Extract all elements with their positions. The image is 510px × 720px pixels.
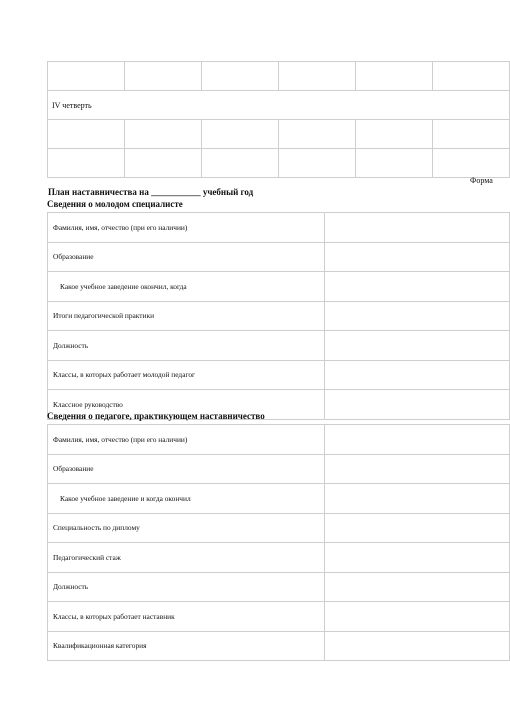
row-label: Классы, в которых работает наставник bbox=[48, 602, 325, 632]
row-label: Квалификационная категория bbox=[48, 631, 325, 661]
table-row bbox=[48, 331, 510, 361]
plan-title: План наставничества на ___________ учебный год bbox=[48, 187, 254, 197]
grid-cell bbox=[202, 120, 279, 149]
table-row bbox=[48, 242, 510, 272]
form-label: Форма bbox=[470, 176, 493, 185]
grid-cell bbox=[279, 120, 356, 149]
value-cell[interactable] bbox=[325, 543, 510, 573]
value-cell[interactable] bbox=[325, 513, 510, 543]
young-specialist-table bbox=[47, 212, 510, 420]
quarter-label: IV четверть bbox=[48, 91, 510, 120]
grid-cell bbox=[125, 149, 202, 178]
row-label: Классы, в которых работает молодой педагог bbox=[48, 360, 325, 390]
value-cell[interactable] bbox=[325, 272, 510, 302]
grid-cell bbox=[48, 62, 125, 91]
young-specialist-title: Сведения о молодом специалисте bbox=[47, 199, 183, 209]
grid-cell bbox=[202, 62, 279, 91]
grid-cell bbox=[279, 149, 356, 178]
row-label: Специальность по диплому bbox=[48, 513, 325, 543]
table-row bbox=[48, 572, 510, 602]
value-cell[interactable] bbox=[325, 631, 510, 661]
grid-cell bbox=[279, 62, 356, 91]
grid-cell bbox=[125, 120, 202, 149]
grid-row bbox=[48, 149, 510, 178]
row-label: Должность bbox=[48, 331, 325, 361]
quarter-grid-table bbox=[47, 61, 510, 178]
row-label: Итоги педагогической практики bbox=[48, 301, 325, 331]
value-cell[interactable] bbox=[325, 360, 510, 390]
value-cell[interactable] bbox=[325, 390, 510, 420]
grid-row-quarter bbox=[48, 91, 510, 120]
grid-row bbox=[48, 120, 510, 149]
grid-cell bbox=[433, 62, 510, 91]
row-label: Образование bbox=[48, 242, 325, 272]
table-row bbox=[48, 301, 510, 331]
grid-cell bbox=[356, 149, 433, 178]
table-row bbox=[48, 425, 510, 455]
row-label: Фамилия, имя, отчество (при его наличии) bbox=[48, 213, 325, 243]
value-cell[interactable] bbox=[325, 301, 510, 331]
table-row bbox=[48, 543, 510, 573]
grid-cell bbox=[48, 120, 125, 149]
table-row bbox=[48, 602, 510, 632]
value-cell[interactable] bbox=[325, 454, 510, 484]
value-cell[interactable] bbox=[325, 572, 510, 602]
table-row bbox=[48, 513, 510, 543]
table-row bbox=[48, 631, 510, 661]
row-label: Какое учебное заведение окончил, когда bbox=[48, 272, 325, 302]
grid-cell bbox=[433, 120, 510, 149]
value-cell[interactable] bbox=[325, 602, 510, 632]
table-row bbox=[48, 484, 510, 514]
value-cell[interactable] bbox=[325, 213, 510, 243]
grid-cell bbox=[125, 62, 202, 91]
mentor-title: Сведения о педагоге, практикующем наставничество bbox=[47, 411, 265, 421]
grid-row bbox=[48, 62, 510, 91]
row-label: Классное руководство bbox=[48, 390, 325, 420]
value-cell[interactable] bbox=[325, 242, 510, 272]
grid-cell bbox=[433, 149, 510, 178]
table-row bbox=[48, 360, 510, 390]
grid-cell bbox=[356, 62, 433, 91]
value-cell[interactable] bbox=[325, 425, 510, 455]
table-row bbox=[48, 454, 510, 484]
mentor-table bbox=[47, 424, 510, 661]
row-label: Образование bbox=[48, 454, 325, 484]
grid-cell bbox=[202, 149, 279, 178]
table-row bbox=[48, 213, 510, 243]
grid-cell bbox=[48, 149, 125, 178]
row-label: Педагогический стаж bbox=[48, 543, 325, 573]
value-cell[interactable] bbox=[325, 484, 510, 514]
value-cell[interactable] bbox=[325, 331, 510, 361]
table-row bbox=[48, 272, 510, 302]
row-label: Фамилия, имя, отчество (при его наличии) bbox=[48, 425, 325, 455]
grid-cell bbox=[356, 120, 433, 149]
row-label: Должность bbox=[48, 572, 325, 602]
row-label: Какое учебное заведение и когда окончил bbox=[48, 484, 325, 514]
